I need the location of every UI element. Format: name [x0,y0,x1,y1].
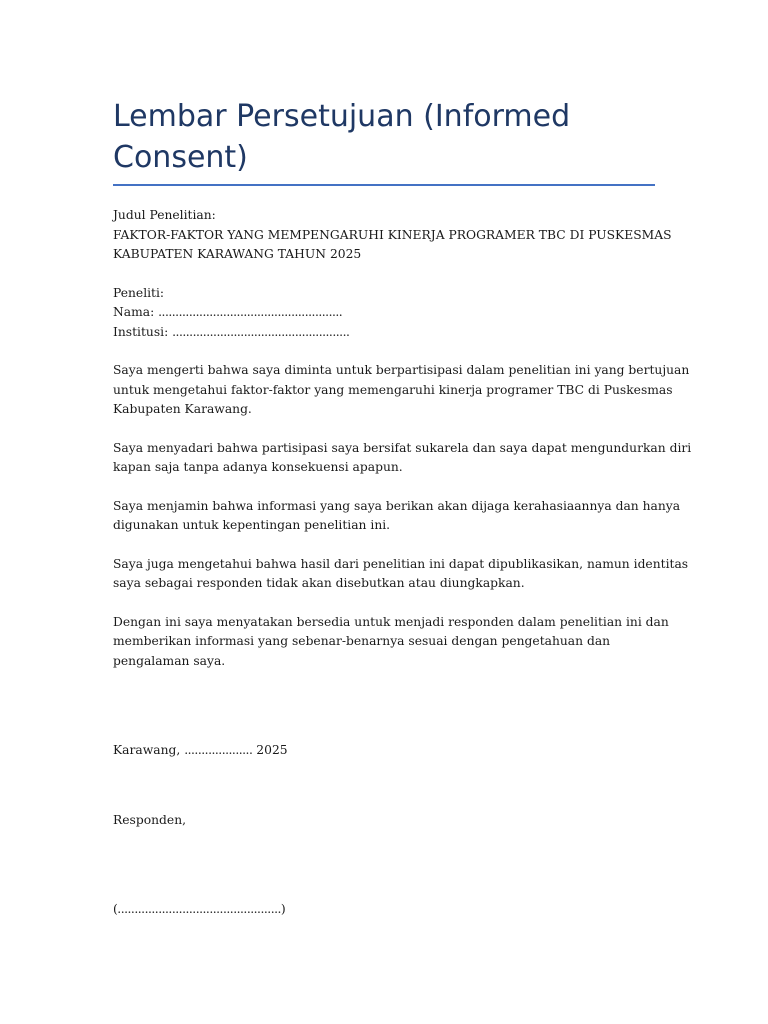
respondent-label: Responden, [113,812,187,827]
consent-paragraph-2 [113,439,692,478]
signature-block [113,900,655,920]
researcher-institution-label: Institusi: [113,324,173,339]
paragraph-line: Saya menjamin bahwa informasi yang saya berikan akan dijaga kerahasiaannya dan hanya [113,498,681,513]
research-title-block [113,206,672,265]
paragraph-line: Kabupaten Karawang. [113,402,252,416]
researcher-name-label: Nama: [113,305,159,319]
place-date [113,741,655,761]
respondent-block [113,811,655,831]
paragraph-line: saya sebagai responden tidak akan disebutkan atau diungkapkan. [113,576,525,590]
researcher-institution-row [113,323,655,343]
paragraph-line: Saya juga mengetahui bahwa hasil dari penelitian ini dapat dipublikasikan, namun identitas [113,556,689,571]
document-title: Lembar Persetujuan (Informed Consent) [113,99,571,175]
researcher-block [113,284,655,343]
document-content [113,96,692,939]
signature-line: (................................................) [113,902,286,916]
title-underline [113,184,655,186]
spacer [113,780,655,811]
consent-paragraph-4 [113,555,689,594]
research-label: Judul Penelitian: [113,208,216,222]
paragraph-line: pengalaman saya. [113,653,226,668]
paragraph-line: digunakan untuk kepentingan penelitian ini. [113,518,391,532]
researcher-institution-blank: .................................................... [172,324,350,339]
researcher-label: Peneliti: [113,285,165,300]
research-title-line-1: FAKTOR-FAKTOR YANG MEMPENGARUHI KINERJA PROGRAMER TBC DI PUSKESMAS [113,227,672,242]
spacer [113,690,655,741]
research-title-line-2: KABUPATEN KARAWANG TAHUN 2025 [113,247,362,261]
paragraph-line: Saya menyadari bahwa partisipasi saya bersifat sukarela dan saya dapat mengundurkan diri [113,440,692,455]
place-date-blank: .................... [184,743,253,757]
paragraph-line: kapan saja tanpa adanya konsekuensi apapun. [113,460,403,474]
place-date-year: 2025 [252,743,288,757]
paragraph-line: Dengan ini saya menyatakan bersedia untuk menjadi responden dalam penelitian ini dan [113,614,669,629]
place-date-line [113,741,655,761]
researcher-name-row [113,303,655,323]
paragraph-line: Saya mengerti bahwa saya diminta untuk berpartisipasi dalam penelitian ini yang bertujuan [113,363,690,377]
consent-paragraph-3 [113,497,681,536]
researcher-name-blank: ...................................................... [158,305,343,319]
consent-paragraph-5 [113,613,669,672]
consent-paragraph-1 [113,361,690,420]
place-date-prefix: Karawang, [113,743,185,757]
paragraph-line: memberikan informasi yang sebenar-benarnya sesuai dengan pengetahuan dan [113,634,611,648]
spacer [113,849,655,900]
paragraph-line: untuk mengetahui faktor-faktor yang memengaruhi kinerja programer TBC di Puskesmas [113,382,673,397]
